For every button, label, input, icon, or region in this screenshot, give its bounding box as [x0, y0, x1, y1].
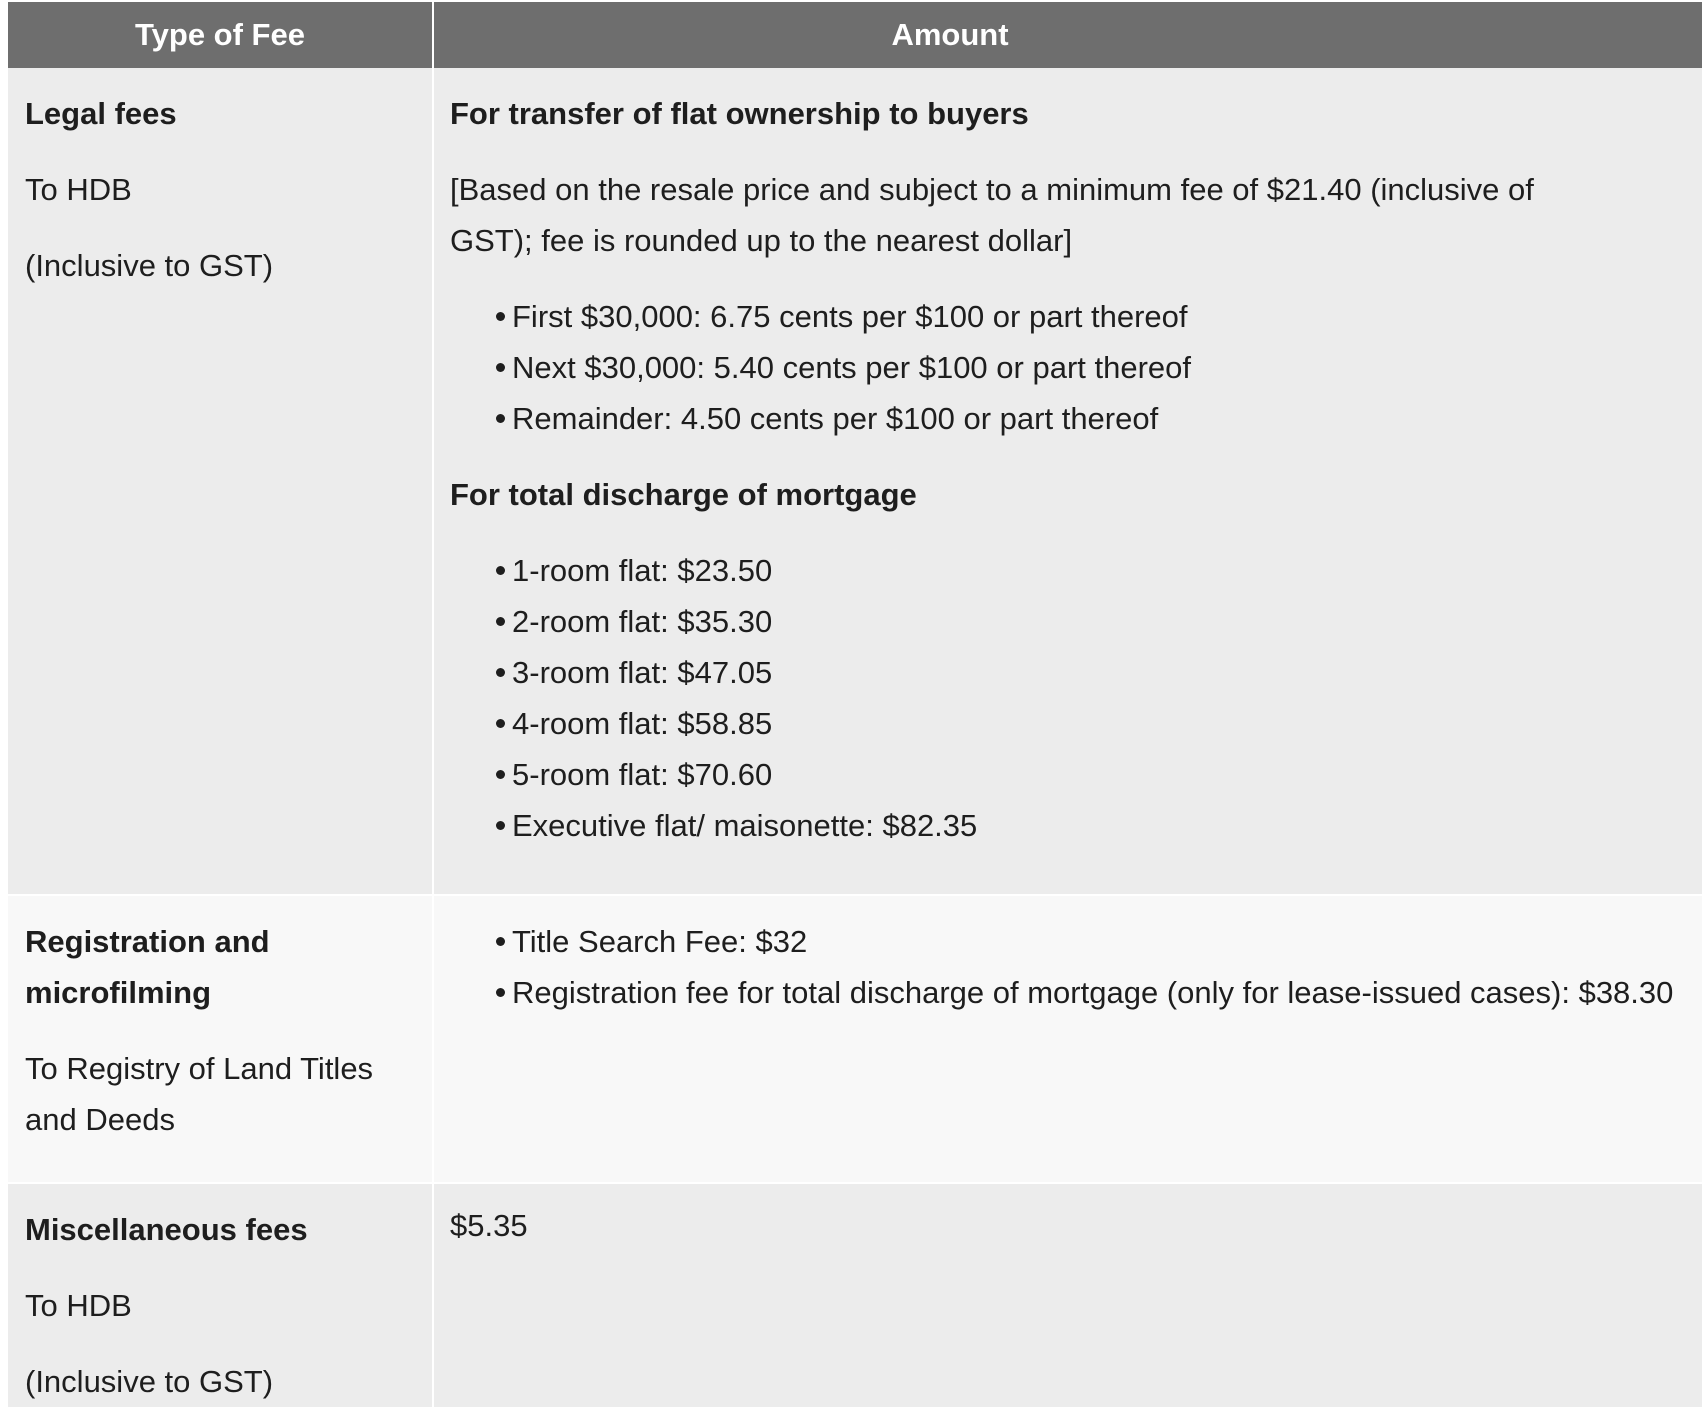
fee-type-cell — [8, 895, 433, 1183]
list-item: 1-room flat: $23.50 — [496, 545, 1702, 596]
transfer-note: [Based on the resale price and subject to a minimum fee of $21.40 (inclusive of GST); fee is rounded up to the nearest dollar] — [450, 172, 1534, 258]
transfer-heading: For transfer of flat ownership to buyers — [450, 96, 1029, 131]
list-item: 5-room flat: $70.60 — [496, 749, 1702, 800]
transfer-rate-list — [450, 291, 1702, 444]
list-item: Title Search Fee: $32 — [496, 916, 1702, 967]
list-item: First $30,000: 6.75 cents per $100 or part thereof — [496, 291, 1702, 342]
fee-type-title: Legal fees — [25, 96, 177, 131]
list-item: Next $30,000: 5.40 cents per $100 or part thereof — [496, 342, 1702, 393]
header-amount: Amount — [433, 2, 1702, 68]
fee-amount-cell — [433, 68, 1702, 895]
fee-type-cell — [8, 68, 433, 895]
fee-type-gst-note: (Inclusive to GST) — [25, 1364, 274, 1399]
table-row-miscellaneous — [8, 1183, 1702, 1407]
list-item: Registration fee for total discharge of mortgage (only for lease-issued cases): $38.30 — [496, 967, 1702, 1018]
misc-fee-amount: $5.35 — [450, 1208, 528, 1243]
fee-type-title: Registration and microfilming — [25, 924, 270, 1010]
list-item: 2-room flat: $35.30 — [496, 596, 1702, 647]
header-type-of-fee: Type of Fee — [8, 2, 433, 68]
fee-type-payee: To Registry of Land Titles and Deeds — [25, 1051, 374, 1137]
fee-type-title: Miscellaneous fees — [25, 1212, 308, 1247]
fee-type-cell — [8, 1183, 433, 1407]
table-header-row — [8, 2, 1702, 68]
registration-fee-list — [450, 916, 1702, 1018]
table-row-legal-fees — [8, 68, 1702, 895]
discharge-fee-list — [450, 545, 1702, 851]
list-item: Executive flat/ maisonette: $82.35 — [496, 800, 1702, 851]
fee-amount-cell — [433, 895, 1702, 1183]
fee-table — [8, 2, 1702, 1407]
fee-type-gst-note: (Inclusive to GST) — [25, 248, 274, 283]
list-item: 3-room flat: $47.05 — [496, 647, 1702, 698]
table-row-registration — [8, 895, 1702, 1183]
fee-type-payee: To HDB — [25, 1288, 132, 1323]
fee-amount-cell — [433, 1183, 1702, 1407]
list-item: 4-room flat: $58.85 — [496, 698, 1702, 749]
fee-type-payee: To HDB — [25, 172, 132, 207]
list-item: Remainder: 4.50 cents per $100 or part thereof — [496, 393, 1702, 444]
discharge-heading: For total discharge of mortgage — [450, 477, 917, 512]
